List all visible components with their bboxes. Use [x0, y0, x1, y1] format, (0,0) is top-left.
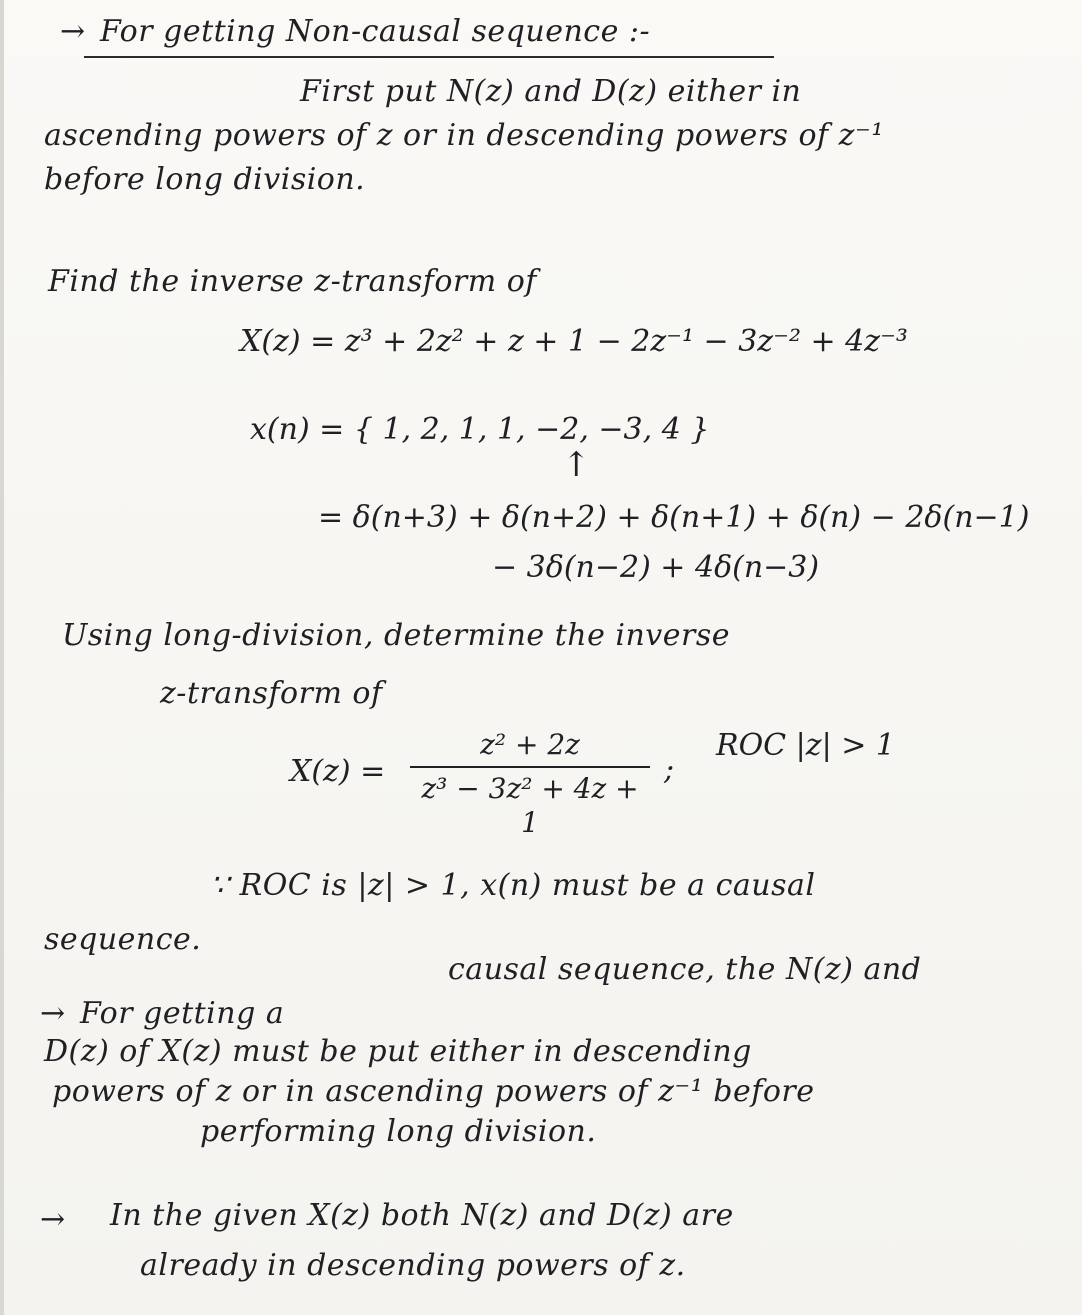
causal-rule-line-3: powers of z or in ascending powers of z⁻¹ before [52, 1074, 815, 1109]
since-roc-line: ∵ ROC is |z| > 1, x(n) must be a causal [210, 868, 816, 903]
fraction-denominator: z³ − 3z² + 4z + 1 [421, 772, 639, 839]
example1-delta-line-2: − 3δ(n−2) + 4δ(n−3) [492, 550, 820, 585]
example2-prompt-line-2: z-transform of [160, 676, 383, 711]
causal-rule-line-2: D(z) of X(z) must be put either in descending [44, 1034, 752, 1069]
note-line-2: already in descending powers of z. [140, 1248, 686, 1283]
origin-arrow: ↑ [562, 445, 591, 485]
example1-xn: x(n) = { 1, 2, 1, 1, −2, −3, 4 } [250, 412, 710, 447]
page-edge [0, 0, 4, 1315]
section-heading: For getting Non-causal sequence :- [100, 14, 651, 49]
heading-underline [84, 56, 774, 58]
intro-line-1: First put N(z) and D(z) either in [300, 74, 802, 109]
example1-prompt: Find the inverse z-transform of [48, 264, 537, 299]
causal-rule-arrow: → [40, 996, 66, 1031]
note-line-1: In the given X(z) both N(z) and D(z) are [110, 1198, 734, 1233]
causal-rule-line-4: performing long division. [200, 1114, 597, 1149]
since-roc-continuation: sequence. [44, 922, 202, 957]
example2-lhs: X(z) = [290, 754, 386, 789]
example2-fraction [410, 728, 650, 839]
heading-arrow: → [60, 14, 86, 49]
example1-xz: X(z) = z³ + 2z² + z + 1 − 2z⁻¹ − 3z⁻² + 4z⁻³ [240, 324, 908, 359]
example2-separator: ; [664, 752, 675, 787]
causal-rule-line-1-rest: causal sequence, the N(z) and [448, 952, 922, 987]
fraction-numerator: z² + 2z [480, 728, 580, 761]
example2-prompt-line-1: Using long-division, determine the inverse [62, 618, 730, 653]
example1-delta-line-1: = δ(n+3) + δ(n+2) + δ(n+1) + δ(n) − 2δ(n−1) [318, 500, 1030, 535]
intro-line-3: before long division. [44, 162, 366, 197]
fraction-bar [410, 766, 650, 768]
example2-roc: ROC |z| > 1 [716, 728, 895, 763]
causal-rule-line-1-prefix: For getting a [80, 996, 285, 1031]
intro-line-2: ascending powers of z or in descending powers of z⁻¹ [44, 118, 884, 153]
note-arrow: → [40, 1202, 66, 1237]
